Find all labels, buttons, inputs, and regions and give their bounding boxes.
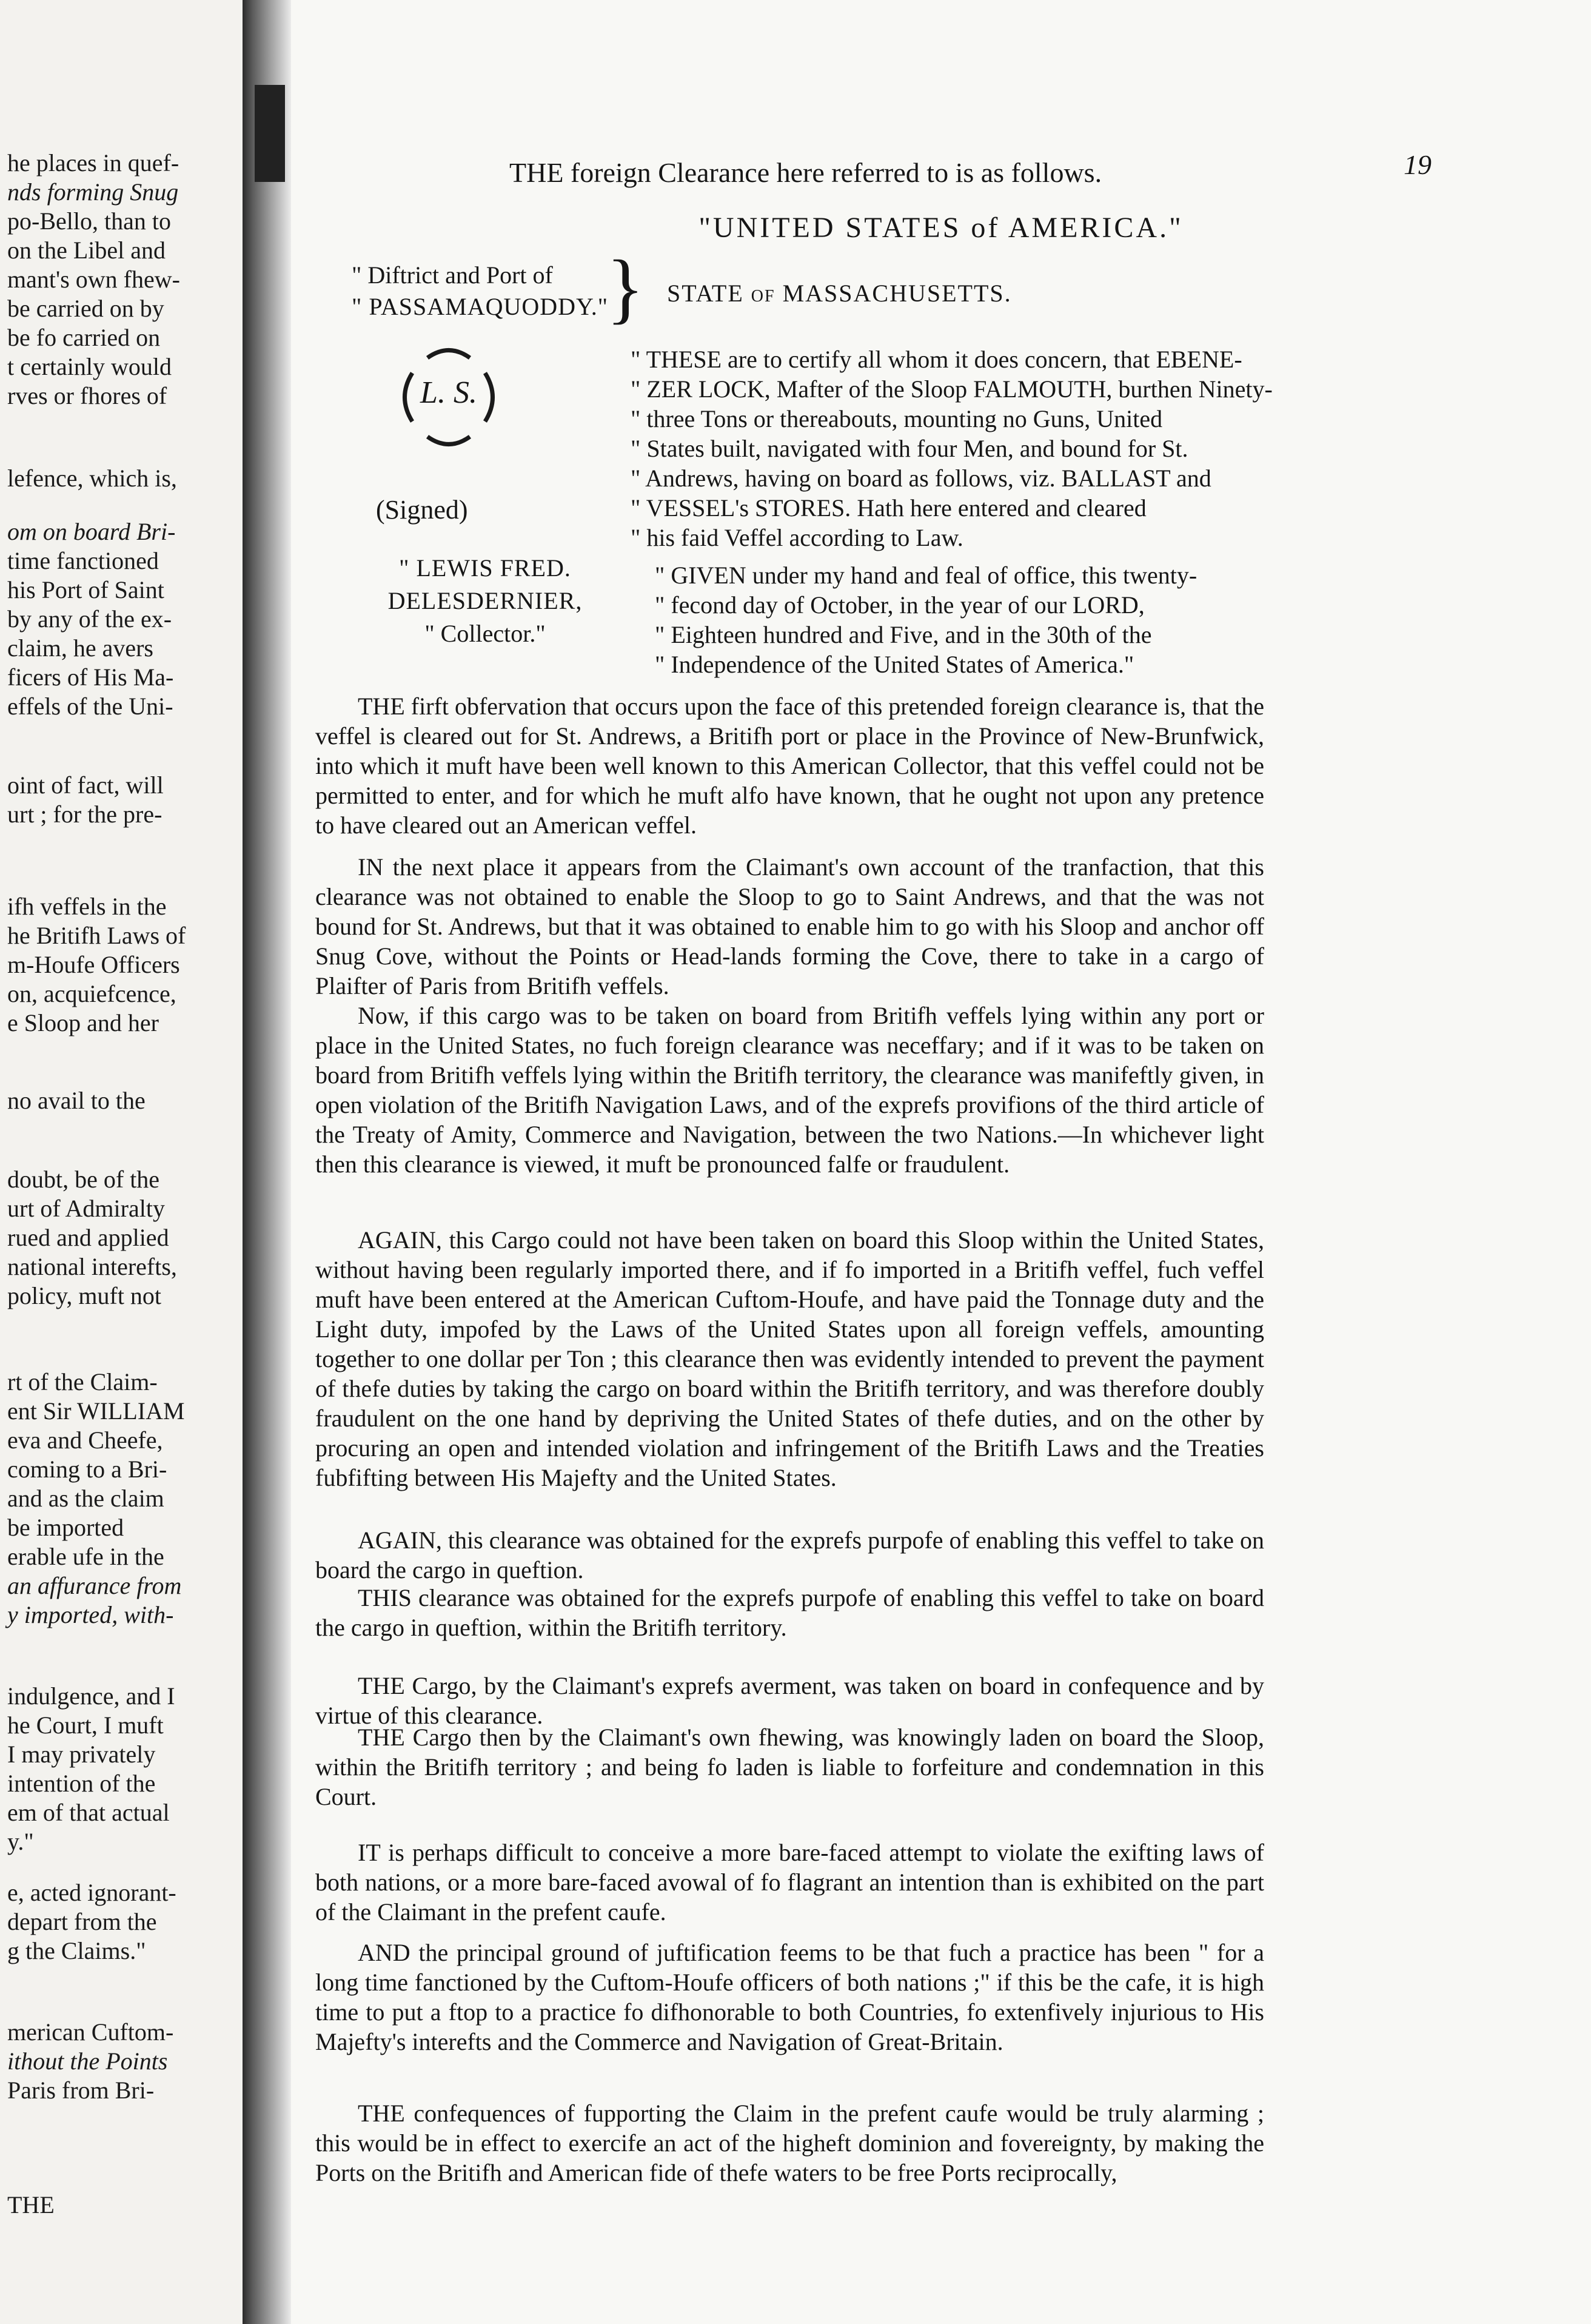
- body-paragraph: THE firft obfervation that occurs upon the face of this pretended foreign clearance is, that the veffel is cleared out for St. Andrews, a Britifh port or place in the Province of New-Brunfwick, into which it muft have been well known to this American Collector, that this veffel could not be permitted to enter, and for which he muft alfo have known, that he ought not upon any pretence to have cleared out an American veffel.: [315, 693, 1264, 839]
- left-page-line: m-Houfe Officers: [7, 951, 180, 978]
- left-page-line: em of that actual: [7, 1799, 170, 1826]
- district-line-1: " Diftrict and Port of: [352, 261, 553, 289]
- body-paragraph: AND the principal ground of juftification feems to be that fuch a practice has been " for a long time fanctioned by the Cuftom-Houfe officers of both nations ;" if this be the cafe, it is high time to put a ftop to a practice fo difhonorable to both Countries, fo extenfively injurious to His Majefty's interefts and the Commerce and Navigation of Great-Britain.: [315, 1939, 1264, 2055]
- left-page-line: depart from the: [7, 1908, 157, 1935]
- left-page-line: oint of fact, will: [7, 771, 164, 799]
- left-page-line: time fanctioned: [7, 547, 159, 574]
- seal-mark: [391, 340, 506, 455]
- left-page-line: e Sloop and her: [7, 1009, 159, 1036]
- body-paragraph: AGAIN, this clearance was obtained for the exprefs purpofe of enabling this veffel to take on board the cargo in queftion.: [315, 1526, 1264, 1583]
- left-page-line: po-Bello, than to: [7, 207, 171, 235]
- district-block: [352, 260, 608, 323]
- certificate-line: " States built, navigated with four Men, and bound for St.: [631, 435, 1188, 462]
- left-page-line: erable ufe in the: [7, 1543, 164, 1570]
- left-page-line: claim, he avers: [7, 634, 153, 662]
- previous-page: [0, 0, 243, 2324]
- left-page-line: eva and Cheefe,: [7, 1426, 163, 1454]
- left-page-line: doubt, be of the: [7, 1166, 160, 1193]
- book-gutter: [243, 0, 291, 2324]
- left-page-line: coming to a Bri-: [7, 1456, 167, 1483]
- certificate-line: " VESSEL's STORES. Hath here entered and cleared: [631, 494, 1147, 522]
- left-page-line: effels of the Uni-: [7, 693, 173, 720]
- left-page-line: t certainly would: [7, 353, 172, 380]
- body-paragraph: IT is perhaps difficult to conceive a more bare-faced attempt to violate the exifting laws of both nations, or a more bare-faced avowal of fo flagrant an intention than is exhibited on the part of the Claimant in the prefent caufe.: [315, 1839, 1264, 1926]
- left-page-line: be carried on by: [7, 295, 164, 322]
- certificate-line: " his faid Veffel according to Law.: [631, 524, 963, 551]
- certificate-line: " THESE are to certify all whom it does concern, that EBENE-: [631, 346, 1242, 373]
- left-page-line: be imported: [7, 1514, 124, 1541]
- left-page-line: rt of the Claim-: [7, 1368, 158, 1395]
- left-page-line: his Port of Saint: [7, 576, 164, 603]
- clearance-title: THE foreign Clearance here referred to is as follows.: [509, 157, 1102, 188]
- body-paragraph: THE confequences of fupporting the Claim in the prefent caufe would be truly alarming ; this would be in effect to exercife an act of the higheft dominion and fovereignty, by making the Ports on the Britifh and American fide of thefe waters to be free Ports reciprocally,: [315, 2100, 1264, 2186]
- left-page-line: rued and applied: [7, 1224, 169, 1251]
- left-page-line: ent Sir WILLIAM: [7, 1397, 185, 1425]
- body-paragraph: THE Cargo, by the Claimant's exprefs averment, was taken on board in confequence and by virtue of this clearance.: [315, 1672, 1264, 1729]
- left-page-line: merican Cuftom-: [7, 2018, 174, 2046]
- left-page-line: g the Claims.": [7, 1937, 146, 1964]
- left-page-line: y.": [7, 1828, 34, 1855]
- left-page-line: on, acquiefcence,: [7, 980, 176, 1007]
- signed-label: (Signed): [376, 495, 468, 525]
- main-page: [291, 0, 1591, 2324]
- left-page-line: no avail to the: [7, 1087, 146, 1114]
- usa-heading: "UNITED STATES of AMERICA.": [698, 212, 1184, 244]
- body-paragraph: Now, if this cargo was to be taken on board from Britifh veffels lying within any port or place in the United States, no fuch foreign clearance was neceffary; and if it was to be taken on board from Britifh veffels lying within the Britifh territory, the clearance was manifeftly given, in open violation of the Britifh Navigation Laws, and of the exprefs provifions of the third article of the Treaty of Amity, Commerce and Navigation, between the two Nations.—In whichever light then this clearance is viewed, it muft be pronounced falfe or fraudulent.: [315, 1002, 1264, 1178]
- left-page-line: urt of Admiralty: [7, 1195, 165, 1222]
- body-paragraph: AGAIN, this Cargo could not have been taken on board this Sloop within the United States, without having been regularly imported there, and if fo imported in a Britifh veffel, fuch veffel muft have been entered at the American Cuftom-Houfe, and have paid the Tonnage duty and the Light duty, impofed by the Laws of the United States upon all foreign veffels, amounting together to one dollar per Ton ; this clearance then was evidently intended to prevent the payment of thefe duties by taking the cargo on board within the Britifh territory, and was therefore doubly fraudulent on the one hand by depriving the United States of thefe duties, and on the other by procuring an open and intended violation and infringement of the Britifh Laws and the Treaties fubfifting between His Majefty and the United States.: [315, 1226, 1264, 1491]
- given-line: " Eighteen hundred and Five, and in the 30th of the: [655, 621, 1152, 648]
- left-page-line: ifh veffels in the: [7, 893, 167, 920]
- left-page-line: he Court, I muft: [7, 1711, 164, 1739]
- left-page-line: Paris from Bri-: [7, 2077, 155, 2104]
- left-page-line: om on board Bri-: [7, 518, 176, 545]
- body-paragraph: THE Cargo then by the Claimant's own fhewing, was knowingly laden on board the Sloop, within the Britifh territory ; and being fo laden is liable to forfeiture and condemnation in this Court.: [315, 1724, 1264, 1810]
- left-page-line: lefence, which is,: [7, 465, 177, 492]
- left-page-line: ithout the Points: [7, 2047, 168, 2075]
- page-number: 19: [1404, 149, 1432, 180]
- given-text: [655, 560, 1591, 679]
- left-page-line: ficers of His Ma-: [7, 663, 174, 691]
- given-line: " Independence of the United States of America.": [655, 651, 1134, 678]
- left-page-line: nds forming Snug: [7, 178, 179, 206]
- left-page-line: national interefts,: [7, 1253, 177, 1280]
- left-page-line: he Britifh Laws of: [7, 922, 186, 949]
- certificate-line: " Andrews, having on board as follows, viz. BALLAST and: [631, 465, 1211, 492]
- left-page-line: by any of the ex-: [7, 605, 172, 633]
- left-page-line: indulgence, and I: [7, 1682, 175, 1710]
- given-line: " GIVEN under my hand and feal of office, this twenty-: [655, 562, 1197, 589]
- left-page-line: an affurance from: [7, 1572, 182, 1599]
- left-page-line: policy, muft not: [7, 1282, 162, 1309]
- body-paragraph: THIS clearance was obtained for the exprefs purpofe of enabling this veffel to take on board the cargo in queftion, within the Britifh territory.: [315, 1584, 1264, 1641]
- left-page-line: urt ; for the pre-: [7, 801, 162, 828]
- left-page-line: THE: [7, 2191, 55, 2218]
- left-page-line: he places in quef-: [7, 149, 179, 176]
- left-page-line: e, acted ignorant-: [7, 1879, 176, 1906]
- brace-glyph: }: [606, 244, 645, 332]
- collector-block: [340, 552, 631, 650]
- collector-title: " Collector.": [424, 620, 546, 647]
- given-line: " fecond day of October, in the year of our LORD,: [655, 591, 1145, 619]
- left-page-line: y imported, with-: [7, 1601, 174, 1628]
- left-page-line: mant's own fhew-: [7, 266, 180, 293]
- certificate-line: " ZER LOCK, Mafter of the Sloop FALMOUTH, burthen Ninety-: [631, 375, 1273, 403]
- certificate-text: [631, 344, 1591, 552]
- district-line-2: " PASSAMAQUODDY.": [352, 293, 609, 320]
- gutter-shadow: [255, 85, 285, 182]
- left-page-line: intention of the: [7, 1770, 156, 1797]
- left-page-line: I may privately: [7, 1741, 156, 1768]
- collector-name: " LEWIS FRED. DELESDERNIER,: [387, 554, 583, 614]
- left-page-line: and as the claim: [7, 1485, 164, 1512]
- seal-text: L. S.: [420, 375, 477, 410]
- left-page-line: rves or fhores of: [7, 382, 167, 409]
- state-heading: STATE of MASSACHUSETTS.: [667, 280, 1012, 307]
- left-page-line: be fo carried on: [7, 324, 161, 351]
- certificate-line: " three Tons or thereabouts, mounting no Guns, United: [631, 405, 1163, 432]
- body-paragraph: IN the next place it appears from the Claimant's own account of the tranfaction, that this clearance was not obtained to enable the Sloop to go to Saint Andrews, and that the was not bound for St. Andrews, but that it was obtained to enable him to go with his Sloop and anchor off Snug Cove, without the Points or Head-lands forming the Cove, there to take in a cargo of Plaifter of Paris from Britifh veffels.: [315, 853, 1264, 999]
- left-page-line: on the Libel and: [7, 237, 166, 264]
